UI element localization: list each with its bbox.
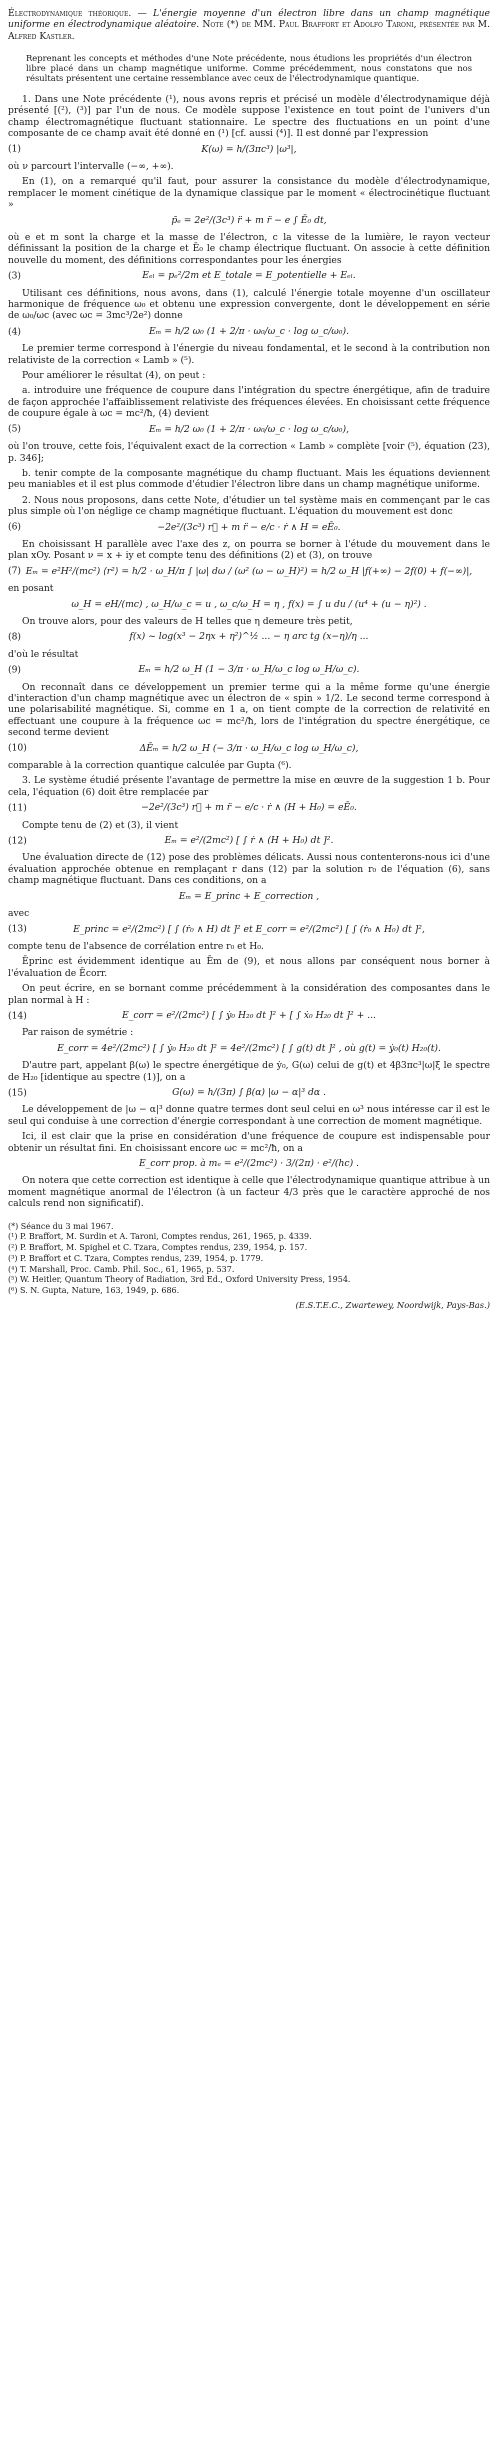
- paragraph: Ēprinc est évidemment identique au Ēm de (9), et nous allons par conséquent nous borner à l'évaluation de Ēcorr.: [8, 956, 490, 979]
- footnote: (⁴) T. Marshall, Proc. Camb. Phil. Soc., 61, 1965, p. 537.: [8, 1264, 235, 1274]
- footnote: (⁵) W. Heitler, Quantum Theory of Radiation, 3rd Ed., Oxford University Press, 1954.: [8, 1275, 351, 1285]
- equation-body: f(x) ~ log(x³ − 2ηx + η²)^½ ... − η arc tg (x−η)/η ...: [129, 631, 369, 643]
- paragraph: 1. Dans une Note précédente (¹), nous avons repris et précisé un modèle d'électrodynamique déjà présenté [(²), (³)] par l'un de nous. Ce modèle suppose l'existence en tout point de l'univers d'un champ électromagnétique fluctuant stationnaire. Le spectre des fluctuations en un point d'une composante de ce champ avait été donné en (¹) [cf. aussi (⁴)]. Il est donné par l'expression: [8, 93, 490, 140]
- footnote: (*) Séance du 3 mai 1967.: [8, 1221, 114, 1231]
- section-title: Électrodynamique théorique.: [8, 8, 132, 19]
- equation-number: (1): [8, 143, 22, 155]
- equation-body: ω_H = eH/(mc) , ω_H/ω_c = u , ω_c/ω_H = η , f(x) = ∫ u du / (u⁴ + (u − η)²) .: [71, 598, 427, 610]
- paragraph: b. tenir compte de la composante magnétique du champ fluctuant. Mais les équations deviennent peu maniables et il est plus commode d'étudier l'électron libre dans un champ magnétique uniforme.: [8, 467, 490, 491]
- equation-number: (3): [8, 270, 22, 282]
- equation: [8, 326, 490, 337]
- paragraph: 3. Le système étudié présente l'avantage de permettre la mise en œuvre de la suggestion 1 b. Pour cela, l'équation (6) doit être remplacée par: [8, 775, 490, 798]
- footnote: (⁶) S. N. Gupta, Nature, 163, 1949, p. 686.: [8, 1286, 180, 1296]
- equation: [8, 144, 490, 155]
- paragraph: Pour améliorer le résultat (4), on peut :: [22, 370, 206, 382]
- paragraph: En choisissant H parallèle avec l'axe des z, on pourra se borner à l'étude du mouvement dans le plan xOy. Posant ν = x + iy et compte tenu des définitions (2) et (3), on trouve: [8, 538, 490, 562]
- equation-body: ΔĒₘ = h/2 ω_H (− 3/π · ω_H/ω_c log ω_H/ω_c),: [139, 742, 359, 754]
- paragraph: Utilisant ces définitions, nous avons, dans (1), calculé l'énergie totale moyenne d'un oscillateur harmonique de fréquence ω₀ et obtenu une expression convergente, dont le développement en série de ω₀/ωc (avec ωc = 3mc³/2e²) donne: [8, 287, 490, 322]
- equation-number: (4): [8, 325, 22, 337]
- authors-note: Note (*) de MM. Paul Braffort et Adolfo Taroni, présentée par M. Alfred Kastler.: [8, 19, 491, 42]
- equation-body: E_corr prop. à mₑ = e²/(2mc²) · 3/(2π) · e²/(hc) .: [139, 1158, 359, 1169]
- paragraph: avec: [8, 908, 30, 920]
- paragraph: D'autre part, appelant β(ω) le spectre énergétique de ẏ₀, G(ω) celui de g(t) et 4β3πc³|ω|ξ le spectre de H₂₀ [identique au spectre (1)], on a: [8, 1060, 490, 1083]
- equation-body: Eₘ = h/2 ω_H (1 − 3/π · ω_H/ω_c log ω_H/ω_c).: [138, 664, 360, 676]
- paragraph: En (1), on a remarqué qu'il faut, pour assurer la consistance du modèle d'électrodynamique, remplacer le moment cinétique de la dynamique classique par le moment « électrocinétique fluctuant »: [8, 176, 490, 211]
- paragraph: Compte tenu de (2) et (3), il vient: [22, 819, 179, 831]
- header: Électrodynamique théorique. — L'énergie moyenne d'un électron libre dans un champ magnétique uniforme en électrodynamique aléatoire. Note (*) de MM. Paul Braffort et Adolfo Taroni, présentée par M. Alfred Kastler.: [8, 8, 491, 42]
- equation-body: E_princ = e²/(2mc²) [ ∫ (ṙ₀ ∧ H) dt ]² et E_corr = e²/(2mc²) [ ∫ (ṙ₀ ∧ H₀) dt ]²,: [73, 923, 425, 935]
- paragraph: où ν parcourt l'intervalle (−∞, +∞).: [8, 160, 174, 172]
- equation: [8, 802, 490, 813]
- equation-body: Eₘ = e²H²/(mc²) ⟨r²⟩ = h/2 · ω_H/π ∫ |ω| dω / (ω² (ω − ω_H)²) = h/2 ω_H |f(+∞) − 2f(0) + f(−∞)|,: [25, 565, 473, 577]
- paper-title: L'énergie moyenne d'un électron libre dans un champ magnétique uniforme en électrodynamique aléatoire.: [8, 8, 490, 31]
- equation: [8, 215, 490, 226]
- equation-number: (15): [8, 1086, 27, 1098]
- paragraph: On trouve alors, pour des valeurs de H telles que η demeure très petit,: [22, 615, 353, 627]
- equation: [8, 424, 490, 435]
- footnotes: [8, 1222, 490, 1296]
- equation: [8, 270, 490, 281]
- equation: [8, 631, 490, 642]
- equation-body: Eₘ = h/2 ω₀ (1 + 2/π · ω₀/ω_c · log ω_c/ω₀).: [148, 325, 349, 337]
- paragraph: On peut écrire, en se bornant comme précédemment à la considération des composantes dans le plan normal à H :: [8, 983, 490, 1006]
- paragraph: où l'on trouve, cette fois, l'équivalent exact de la correction « Lamb » complète [voir (⁵), équation (23), p. 346];: [8, 441, 490, 464]
- equation: [8, 891, 490, 902]
- paragraph: compte tenu de l'absence de corrélation entre r₀ et H₀.: [8, 940, 264, 952]
- paragraph: où e et m sont la charge et la masse de l'électron, c la vitesse de la lumière, le rayon vecteur définissant la position de la charge et Ē₀ le champ électrique fluctuant. On associe à cette définition nouvelle du moment, des définitions correspondantes pour les énergies: [8, 232, 490, 266]
- paragraph: Par raison de symétrie :: [22, 1027, 134, 1039]
- equation-body: p̄ₑ = 2e²/(3c³) r̈ + m r̈ − e ∫ Ē₀ dt,: [171, 214, 327, 226]
- paragraph: Le développement de |ω − α|³ donne quatre termes dont seul celui en ω³ nous intéresse car il est le seul qui conduise à une correction d'énergie correspondant à une correction de moment magnétique.: [8, 1104, 490, 1127]
- abstract: Reprenant les concepts et méthodes d'une Note précédente, nous étudions les propriétés d'un électron libre placé dans un champ magnétique uniforme. Comme précédemment, nous constatons que nos résultats présentent une certaine ressemblance avec ceux de l'électrodynamique quantique.: [26, 53, 472, 84]
- equation-number: (9): [8, 664, 22, 676]
- equation: [8, 924, 490, 935]
- equation-body: E_corr = e²/(2mc²) [ ∫ ẏ₀ H₂₀ dt ]² + [ ∫ ẋ₀ H₂₀ dt ]² + ...: [122, 1009, 376, 1021]
- equation-number: (14): [8, 1009, 27, 1021]
- paragraph: On reconnaît dans ce développement un premier terme qui a la même forme qu'une énergie d'interaction d'un champ magnétique avec un électron de « spin » 1/2. Le second terme correspond à une polarisabilité magnétique. Si, comme en 1 a, on tient compte de la correction de relativité en effectuant une coupure à la fréquence ωc = mc²/ħ, lors de l'intégration du spectre énergétique, ce second terme devient: [8, 681, 490, 739]
- page: [8, 8, 490, 1310]
- paragraph: 2. Nous nous proposons, dans cette Note, d'étudier un tel système mais en commençant par le cas plus simple où l'on néglige ce champ magnétique fluctuant. L'équation du mouvement est donc: [8, 494, 490, 518]
- equation-number: (6): [8, 521, 22, 533]
- equation-body: −2e²/(3c³) r⃛ + m r̈ − e/c · ṙ ∧ H = eĒ₀.: [157, 521, 341, 533]
- equation: [8, 599, 490, 610]
- paragraph: Une évaluation directe de (12) pose des problèmes délicats. Aussi nous contenterons-nous ici d'une évaluation approchée obtenue en remplaçant r dans (12) par la solution r₀ de l'équation (6), sans champ magnétique fluctuant. Dans ces conditions, on a: [8, 852, 490, 887]
- equation-number: (12): [8, 835, 27, 847]
- equation: [8, 1087, 490, 1098]
- paragraph: On notera que cette correction est identique à celle que l'électrodynamique quantique attribue à un moment magnétique anormal de l'électron (à un facteur 4/3 près que le caractère approché de nos calculs rend non significatif).: [8, 1175, 490, 1210]
- equation-number: (7): [8, 565, 22, 577]
- equation: [8, 1043, 490, 1054]
- footnote: (²) P. Braffort, M. Spighel et C. Tzara, Comptes rendus, 239, 1954, p. 157.: [8, 1243, 308, 1253]
- footnote: (¹) P. Braffort, M. Surdin et A. Taroni, Comptes rendus, 261, 1965, p. 4339.: [8, 1232, 312, 1242]
- paragraph: comparable à la correction quantique calculée par Gupta (⁶).: [8, 760, 292, 772]
- equation: [8, 835, 490, 846]
- equation-body: G(ω) = h/(3π) ∫ β(α) |ω − α|³ dα .: [172, 1086, 326, 1098]
- paragraph: Le premier terme correspond à l'énergie du niveau fondamental, et le second à la contribution non relativiste de la correction « Lamb » (⁵).: [8, 343, 490, 366]
- affiliation-address: (E.S.T.E.C., Zwartewey, Noordwijk, Pays-Bas.): [295, 1299, 490, 1310]
- equation-body: Eₘ = h/2 ω₀ (1 + 2/π · ω₀/ω_c · log ω_c/ω₀),: [148, 423, 349, 435]
- equation-body: Eₘ = E_princ + E_correction ,: [178, 890, 320, 902]
- equation: [8, 522, 490, 533]
- equation-body: Eₘ = e²/(2mc²) [ ∫ ṙ ∧ (H + H₀) dt ]².: [164, 835, 334, 847]
- equation-number: (5): [8, 423, 22, 435]
- equation-body: E_corr = 4e²/(2mc²) [ ∫ ẏ₀ H₂₀ dt ]² = 4e²/(2mc²) [ ∫ g(t) dt ]² , où g(t) = ẏ₀(t) H₂₀(t).: [57, 1042, 441, 1054]
- paragraph: d'où le résultat: [8, 648, 79, 660]
- equation-body: Eₑₗ = pₑ²/2m et E_totale = E_potentielle + Eₑₗ.: [142, 270, 356, 282]
- paragraph: Ici, il est clair que la prise en considération d'une fréquence de coupure est indispensable pour obtenir un résultat fini. En choisissant encore ωc = mc²/ħ, on a: [8, 1131, 490, 1154]
- equation-body: K(ω) = h/(3πc³) |ω³|,: [201, 143, 297, 155]
- footnote: (³) P. Braffort et C. Tzara, Comptes rendus, 239, 1954, p. 1779.: [8, 1253, 264, 1263]
- equation-body: −2e²/(3c³) r⃛ + m r̈ − e/c · ṙ ∧ (H + H₀) = eĒ₀.: [141, 802, 357, 814]
- paragraph: en posant: [8, 583, 54, 595]
- equation: [8, 743, 490, 754]
- equation: [8, 566, 490, 577]
- equation-number: (11): [8, 802, 27, 814]
- equation-number: (8): [8, 631, 22, 643]
- equation: [8, 664, 490, 675]
- paragraph: a. introduire une fréquence de coupure dans l'intégration du spectre énergétique, afin de traduire de façon approchée l'affaiblissement relativiste des fréquences élevées. En choisissant cette fréquence de coupure égale à ωc = mc²/ħ, (4) devient: [8, 385, 490, 420]
- equation: [8, 1158, 490, 1169]
- equation-number: (13): [8, 923, 27, 935]
- equation: [8, 1010, 490, 1021]
- equation-number: (10): [8, 742, 27, 754]
